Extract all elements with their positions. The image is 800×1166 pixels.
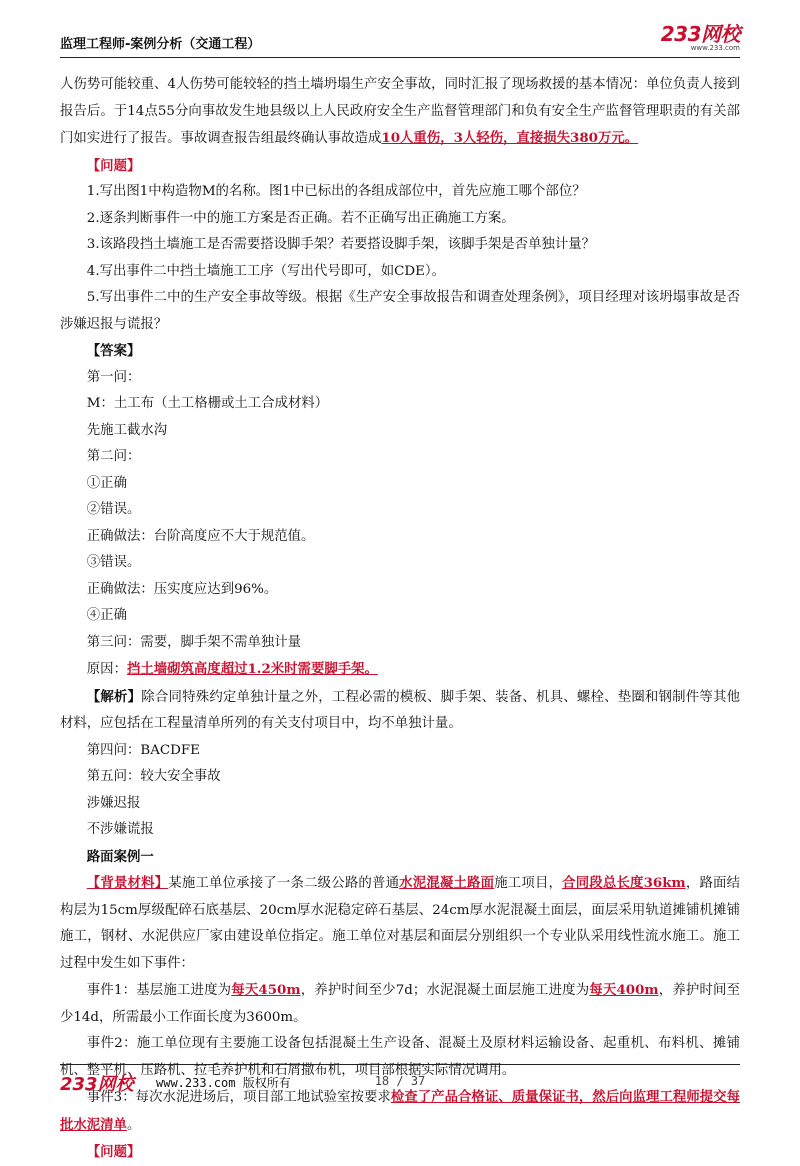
background-highlight-1: 水泥混凝土路面 xyxy=(399,875,495,891)
answer-3-title: 第三问：需要，脚手架不需单独计量 xyxy=(86,634,302,650)
answer-5-line-2: 不涉嫌谎报 xyxy=(86,822,154,837)
event-1 xyxy=(60,977,740,1031)
footer-logo: 233网校 xyxy=(60,1074,134,1095)
questions-heading: 【问题】 xyxy=(86,157,141,174)
intro-paragraph xyxy=(60,72,740,153)
answer-heading: 【答案】 xyxy=(86,343,141,359)
answer-2-line-5: 正确做法：压实度应达到96%。 xyxy=(86,581,278,597)
question-2: 2.逐条判断事件一中的施工方案是否正确。若不正确写出正确施工方案。 xyxy=(86,210,515,226)
background-text-3: ，路面结构层为15cm厚级配碎石底基层、20cm厚水泥稳定碎石基层、24cm厚水泥混凝土面层，面层采用轨道摊铺机摊铺施工，钢材、水泥供应厂家由建设单位指定。施工单位对基层和面层分别组织一个专业队采用线性流水施工。施工过程中发生如下事件： xyxy=(60,876,741,971)
page-number: 18 / 37 xyxy=(374,1074,426,1088)
background-highlight-2: 合同段总长度36km xyxy=(562,875,686,891)
reason-label: 原因： xyxy=(86,662,127,677)
answer-5-line-1: 涉嫌迟报 xyxy=(86,795,141,811)
answer-2-line-2: ②错误。 xyxy=(86,502,141,517)
answer-4: 第四问：BACDFE xyxy=(86,742,200,758)
question-1: 1.写出图1中构造物M的名称。图1中已标出的各组成部位中，首先应施工哪个部位？ xyxy=(86,184,586,199)
logo-text: 233网校 xyxy=(660,22,740,46)
page-header xyxy=(60,22,740,58)
analysis-text: 除合同特殊约定单独计量之外，工程必需的模板、脚手架、装备、机具、螺栓、垫圈和钢制件等其他材料，应包括在工程量清单所列的有关支付项目中，均不单独计量。 xyxy=(60,689,740,731)
answer-2-line-1: ①正确 xyxy=(86,475,127,491)
event-1-text-b: ，养护时间至少7d；水泥混凝土面层施工进度为 xyxy=(300,983,590,998)
reason-highlight: 挡土墙砌筑高度超过1.2米时需要脚手架。 xyxy=(126,661,378,677)
event-1-text-a: 事件1：基层施工进度为 xyxy=(86,983,232,998)
analysis-label: 【解析】 xyxy=(86,688,142,705)
answer-2-line-6: ④正确 xyxy=(86,608,127,623)
document-title: 监理工程师-案例分析（交通工程） xyxy=(60,37,261,52)
event-3-text-b: 。 xyxy=(126,1117,141,1133)
event-1-highlight-2: 每天400m xyxy=(589,982,659,998)
page-content xyxy=(60,72,740,1166)
questions-heading-2: 【问题】 xyxy=(86,1144,141,1160)
answer-2-line-4: ③错误。 xyxy=(86,555,141,570)
event-1-text-c: ，养护时间至少14d，所需最小工作面长度为3600m。 xyxy=(60,983,741,1025)
footer-divider xyxy=(60,1064,740,1065)
intro-text: 人伤势可能较重、4人伤势可能较轻的挡土墙坍塌生产安全事故，同时汇报了现场救援的基本情况：单位负责人接到报告后。于14点55分向事故发生地县级以上人民政府安全生产监督管理部门和负有安全生产监督管理职责的有关部门如实进行了报告。事故调查报告组最终确认事故造成 xyxy=(60,77,740,146)
answer-2-title: 第二问： xyxy=(86,449,141,464)
question-4: 4.写出事件二中挡土墙施工工序（写出代号即可，如CDE）。 xyxy=(86,263,446,279)
footer-site-text: www.233.com 版权所有 xyxy=(156,1076,291,1090)
analysis-paragraph xyxy=(60,684,740,738)
event-1-highlight-1: 每天450m xyxy=(231,982,301,998)
answer-1-title: 第一问： xyxy=(86,369,141,385)
event-3-highlight: 检查了产品合格证、质量保证书，然后向监理工程师提交每批水泥清单 xyxy=(60,1089,740,1133)
background-paragraph xyxy=(60,870,740,977)
question-5: 5.写出事件二中的生产安全事故等级。根据《生产安全事故报告和调查处理条例》，项目经理对该坍塌事故是否涉嫌迟报与谎报？ xyxy=(60,290,740,332)
answer-2-line-3: 正确做法：台阶高度应不大于规范值。 xyxy=(86,528,315,544)
background-text-1: 某施工单位承接了一条二级公路的普通 xyxy=(168,876,400,891)
background-label: 【背景材料】 xyxy=(86,875,169,891)
logo-url: www.233.com xyxy=(690,44,740,52)
brand-logo xyxy=(661,24,740,52)
answer-3-reason xyxy=(60,656,740,684)
answer-5: 第五问：较大安全事故 xyxy=(86,769,221,784)
intro-highlight: 10人重伤，3人轻伤，直接损失380万元。 xyxy=(381,130,639,146)
event-3-text-a: 事件3：每次水泥进场后，项目部工地试验室按要求 xyxy=(86,1090,391,1105)
background-text-2: 施工项目， xyxy=(494,876,563,891)
answer-1-line-1: M：土工布（土工格栅或土工合成材料） xyxy=(86,396,329,411)
page-footer xyxy=(60,1064,740,1094)
header-divider xyxy=(60,57,740,58)
answer-1-line-2: 先施工截水沟 xyxy=(86,422,168,438)
case-title: 路面案例一 xyxy=(86,848,154,865)
event-2: 事件2：施工单位现有主要施工设备包括混凝土生产设备、混凝土及原材料运输设备、起重机、布料机、摊铺机、整平机、压路机、拉毛养护机和石屑撒布机，项目部根据实际情况调用。 xyxy=(60,1036,740,1078)
question-3: 3.该路段挡土墙施工是否需要搭设脚手架？若要搭设脚手架，该脚手架是否单独计量？ xyxy=(86,237,596,252)
